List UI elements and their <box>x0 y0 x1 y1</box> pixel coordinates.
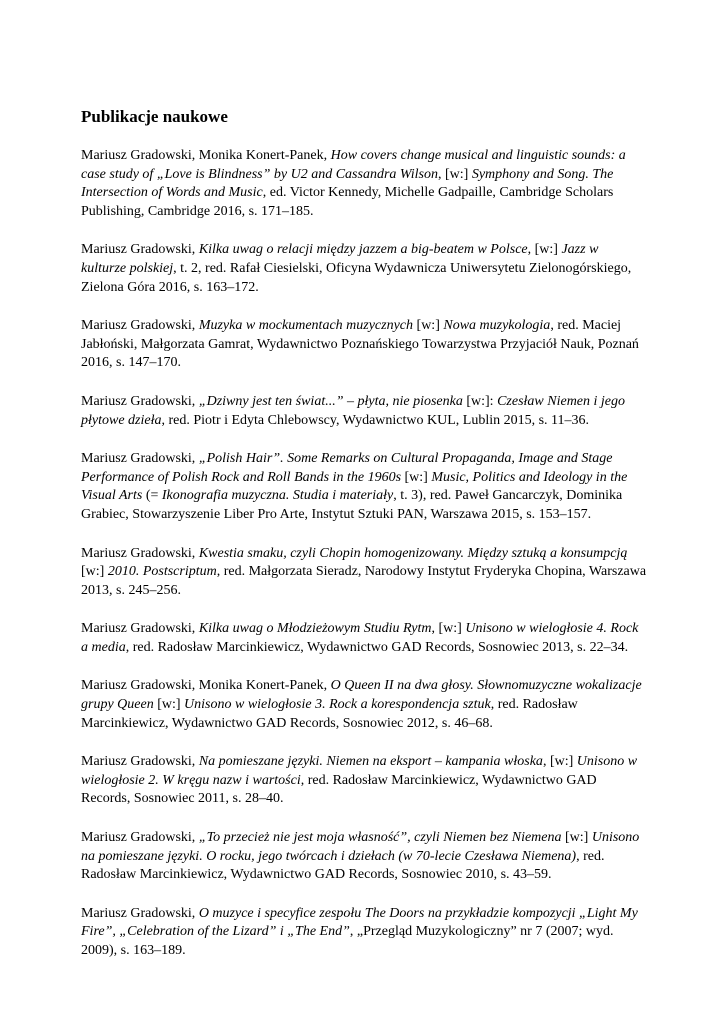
entry-text: Mariusz Gradowski, <box>81 754 199 770</box>
entry-title: How covers change musical and linguistic sounds: a case study of „Love is Blindness” by U2 and Cassandra Wilson <box>81 148 626 182</box>
entry-source: Nowa muzykologia <box>443 318 551 334</box>
entry-text: [w:] <box>153 697 185 713</box>
entry-source: Symphony and Song. The Intersection of Words and Music <box>81 166 614 201</box>
entry-source: Unisono w wielogłosie 3. Rock a korespondencja sztuk <box>184 697 491 713</box>
entry-text: , „Przegląd Muzykologiczny” nr 7 (2007; wyd. 2009), s. 163–189. <box>81 924 614 958</box>
publication-entry <box>81 753 647 809</box>
entry-text: , red. Radosław Marcinkiewicz, Wydawnictwo GAD Records, Sosnowiec 2012, s. 46–68. <box>81 697 578 731</box>
entry-title: „To przecież nie jest moja własność”, czyli Niemen bez Niemena <box>198 830 562 846</box>
entry-source: 2010. Postscriptum <box>107 564 217 580</box>
publication-entry <box>81 147 647 221</box>
publication-entry <box>81 393 647 430</box>
entry-text: , t. 2, red. Rafał Ciesielski, Oficyna Wydawnicza Uniwersytetu Zielonogórskiego, Zielona Góra 2016, s. 163–172. <box>81 260 632 295</box>
entry-series: Ikonografia muzyczna. Studia i materiały <box>161 488 394 504</box>
entry-title: Kwestia smaku, czyli Chopin homogenizowany. Między sztuką a konsumpcją <box>198 545 628 561</box>
entry-source: Czesław Niemen i jego płytowe dzieła <box>81 393 626 428</box>
entry-text: Mariusz Gradowski, <box>81 451 199 467</box>
entry-source: Jazz w kulturze polskiej <box>81 242 599 276</box>
publication-entry <box>81 450 647 524</box>
publication-entry <box>81 829 647 885</box>
entry-title: Na pomieszane języki. Niemen na eksport – kampania włoska <box>198 754 543 770</box>
entry-text: (= <box>142 488 162 504</box>
entry-source: Unisono w wielogłosie 4. Rock a media <box>81 621 639 655</box>
entry-text: , red. Radosław Marcinkiewicz, Wydawnictwo GAD Records, Sosnowiec 2010, s. 43–59. <box>81 848 605 883</box>
entry-text: Mariusz Gradowski, <box>81 242 199 258</box>
document-page <box>81 106 647 981</box>
entry-text: , ed. Victor Kennedy, Michelle Gadpaille, Cambridge Scholars Publishing, Cambridge 2016, s. 171–185. <box>81 185 614 219</box>
entry-title: Muzyka w mockumentach muzycznych <box>198 318 414 334</box>
entry-source: Unisono na pomieszane języki. O rocku, jego twórcach i dziełach (w 70-lecie Czesława Niemena) <box>81 830 640 864</box>
page-title: Publikacje naukowe <box>81 107 228 126</box>
entry-text: , t. 3), red. Paweł Gancarczyk, Dominika Grabiec, Stowarzyszenie Liber Pro Arte, Instytut Sztuki PAN, Warszawa 2015, s. 153–157. <box>81 488 623 522</box>
entry-title: „Polish Hair”. Some Remarks on Cultural Propaganda, Image and Stage Performance of Polish Rock and Roll Bands in the 1960s <box>81 451 613 485</box>
entry-text: Mariusz Gradowski, Monika Konert-Panek, <box>81 148 331 163</box>
entry-text: Mariusz Gradowski, Monika Konert-Panek, <box>81 678 331 694</box>
entry-title: „Dziwny jest ten świat...” – płyta, nie piosenka <box>198 393 463 409</box>
entry-title: Kilka uwag o relacji między jazzem a big-beatem w Polsce <box>198 242 528 258</box>
entry-text: Mariusz Gradowski, <box>81 318 199 334</box>
entry-text: Mariusz Gradowski, <box>81 830 199 846</box>
publication-entry <box>81 241 647 297</box>
entry-text: Mariusz Gradowski, <box>81 621 199 637</box>
entry-title: O muzyce i specyfice zespołu The Doors na przykładzie kompozycji „Light My Fire”, „Celebration of the Lizard” i „The End” <box>81 905 638 940</box>
entry-text: [w:] <box>81 564 108 580</box>
entry-text: [w:] <box>561 830 592 846</box>
publication-entry <box>81 545 647 601</box>
entry-text: [w:] <box>401 469 432 485</box>
entry-text: , red. Piotr i Edyta Chlebowscy, Wydawnictwo KUL, Lublin 2015, s. 11–36. <box>161 412 590 428</box>
entry-source: Music, Politics and Ideology in the Visual Arts <box>81 469 628 504</box>
entry-title: Kilka uwag o Młodzieżowym Studiu Rytm <box>198 621 432 637</box>
entry-text: , red. Małgorzata Sieradz, Narodowy Instytut Fryderyka Chopina, Warszawa 2013, s. 245–256. <box>81 564 647 598</box>
entry-text: , red. Maciej Jabłoński, Małgorzata Gamrat, Wydawnictwo Poznańskiego Towarzystwa Przyjaciół Nauk, Poznań 2016, s. 147–170. <box>81 318 639 371</box>
entry-text: Mariusz Gradowski, <box>81 905 199 921</box>
entry-text: [w:] <box>413 318 444 334</box>
publication-entry <box>81 317 647 373</box>
publication-entry <box>81 905 647 961</box>
entry-text: Mariusz Gradowski, <box>81 545 199 561</box>
entry-text: , [w:] <box>431 621 466 637</box>
entry-text: , [w:] <box>527 242 562 258</box>
entry-text: , red. Radosław Marcinkiewicz, Wydawnictwo GAD Records, Sosnowiec 2013, s. 22–34. <box>125 639 629 655</box>
entry-title: O Queen II na dwa głosy. Słownomuzyczne wokalizacje grupy Queen <box>81 678 642 713</box>
publication-entry <box>81 620 647 657</box>
entry-text: , [w:] <box>438 166 472 182</box>
entry-text: , red. Radosław Marcinkiewicz, Wydawnictwo GAD Records, Sosnowiec 2011, s. 28–40. <box>81 772 597 807</box>
entry-text: , [w:] <box>542 754 577 770</box>
entry-source: Unisono w wielogłosie 2. W kręgu nazw i wartości <box>81 754 638 788</box>
publication-entry <box>81 677 647 733</box>
entry-text: Mariusz Gradowski, <box>81 393 199 409</box>
entry-text: [w:]: <box>462 393 498 409</box>
